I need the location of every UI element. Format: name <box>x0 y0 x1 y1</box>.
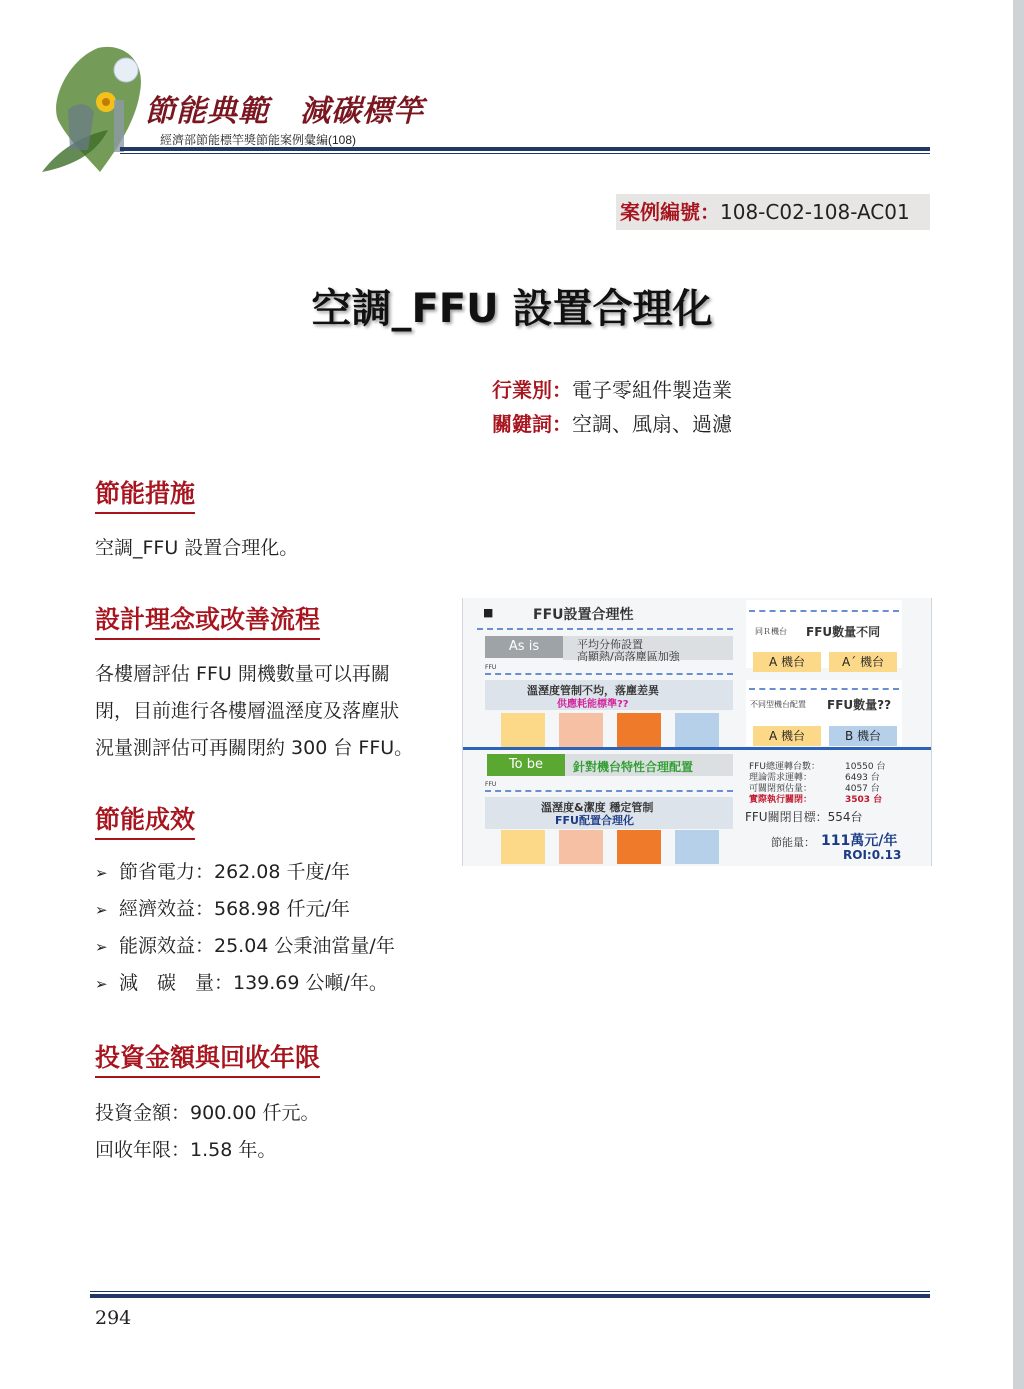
logo-title: 節能典範 減碳標竿 <box>145 94 424 129</box>
page-title: 空調_FFU 設置合理化 <box>311 286 713 332</box>
diff-machine-title: FFU數量?? <box>827 698 892 712</box>
machine-square-salmon-2 <box>559 830 603 864</box>
industry-line <box>492 374 732 403</box>
measures-text: 空調_FFU 設置合理化。 <box>95 537 299 559</box>
figure-title: FFU設置合理性 <box>533 607 634 623</box>
stat-row: 理論需求運轉： 6493 台 <box>749 773 880 783</box>
as-is-tag: As is <box>485 636 563 658</box>
logo-subtitle: 經濟部節能標竿獎節能案例彙編(108) <box>160 133 357 147</box>
dashed-line <box>477 628 733 632</box>
design-line-1: 各樓層評估 FFU 開機數量可以再關 <box>95 663 390 685</box>
machine-square-yellow-2 <box>501 830 545 864</box>
to-be-tag: To be <box>487 754 565 776</box>
heading-results: 節能成效 <box>95 800 195 840</box>
results-list <box>95 858 395 1006</box>
machine-square-blue <box>675 713 719 747</box>
footer-rule-thick <box>90 1294 930 1298</box>
dashed-line <box>749 688 899 692</box>
header-rule-thick <box>120 147 930 151</box>
dashed-line <box>485 790 733 794</box>
to-be-title: 針對機台特性合理配置 <box>573 760 694 774</box>
as-is-desc-2: 高顯熱/高落塵區加強 <box>577 650 680 663</box>
arrow-bullet-icon: ➢ <box>95 901 108 919</box>
machine-square-blue-2 <box>675 830 719 864</box>
dashed-line <box>749 610 899 614</box>
square-bullet-icon: ■ <box>483 606 494 619</box>
heading-investment: 投資金額與回收年限 <box>95 1038 320 1078</box>
same-machine-title: FFU數量不同 <box>806 625 881 639</box>
issue-text-2: 供應耗能標準?? <box>557 699 629 710</box>
machine-square-orange <box>617 713 661 747</box>
keywords-label: 關鍵詞： <box>492 412 572 436</box>
page-number: 294 <box>95 1307 132 1329</box>
machine-a-tag-2: A 機台 <box>753 726 821 746</box>
ffu-close-target: FFU關閉目標：554台 <box>745 810 863 824</box>
stat-row: FFU總運轉台數： 10550 台 <box>749 762 886 772</box>
stat-row: 實際執行關閉： 3503 台 <box>749 795 883 805</box>
same-machine-prefix: 同Ｒ機台 <box>755 627 787 636</box>
diff-machine-prefix: 不同型機台配置 <box>750 700 806 709</box>
machine-b-tag: B 機台 <box>829 726 897 746</box>
ffu-small-label-2: FFU <box>485 781 497 788</box>
case-number: 108-C02-108-AC01 <box>720 200 910 224</box>
machine-square-salmon <box>559 713 603 747</box>
saving-label: 節能量： <box>771 836 815 849</box>
list-item: ➢ 經濟效益：568.98 仟元/年 <box>95 895 395 932</box>
payback-period: 回收年限：1.58 年。 <box>95 1139 277 1161</box>
footer-rule-thin <box>90 1291 930 1292</box>
as-is-desc-1: 平均分佈設置 <box>577 638 643 651</box>
industry-label: 行業別： <box>492 378 572 402</box>
ffu-diagram <box>462 598 932 866</box>
case-number-box <box>616 194 930 230</box>
machine-a2-tag: A´ 機台 <box>829 652 897 672</box>
case-number-label: 案例編號： <box>620 200 720 224</box>
logo-emblem <box>28 40 158 180</box>
heading-design: 設計理念或改善流程 <box>95 600 320 640</box>
as-is-to-be-divider <box>463 747 931 750</box>
design-line-3: 況量測評估可再關閉約 300 台 FFU。 <box>95 737 414 759</box>
to-be-desc-2: FFU配置合理化 <box>555 814 634 827</box>
industry-value: 電子零組件製造業 <box>572 378 732 402</box>
list-item: ➢ 能源效益：25.04 公秉油當量/年 <box>95 932 395 969</box>
dashed-line <box>485 673 733 677</box>
keywords-line <box>492 408 732 437</box>
stat-row: 可關閉預估量： 4057 台 <box>749 784 880 794</box>
keywords-value: 空調、風扇、過濾 <box>572 412 732 436</box>
ffu-small-label: FFU <box>485 664 497 671</box>
arrow-bullet-icon: ➢ <box>95 975 108 993</box>
machine-square-yellow <box>501 713 545 747</box>
machine-a-tag: A 機台 <box>753 652 821 672</box>
to-be-desc-1: 溫溼度&潔度 穩定管制 <box>541 801 654 814</box>
machine-square-orange-2 <box>617 830 661 864</box>
heading-measures: 節能措施 <box>95 474 195 514</box>
investment-amount: 投資金額：900.00 仟元。 <box>95 1102 320 1124</box>
design-line-2: 閉，目前進行各樓層溫溼度及落塵狀 <box>95 700 400 722</box>
saving-value: 111萬元/年 <box>821 833 898 849</box>
list-item: ➢ 減 碳 量：139.69 公噸/年。 <box>95 969 395 1006</box>
list-item: ➢ 節省電力：262.08 千度/年 <box>95 858 395 895</box>
ffu-stats <box>749 762 886 806</box>
arrow-bullet-icon: ➢ <box>95 938 108 956</box>
page-edge-bar <box>1013 0 1024 1389</box>
header-rule-thin <box>120 153 930 154</box>
issue-text-1: 溫溼度管制不均，落塵差異 <box>527 684 659 697</box>
roi-value: ROI:0.13 <box>843 848 902 862</box>
arrow-bullet-icon: ➢ <box>95 864 108 882</box>
